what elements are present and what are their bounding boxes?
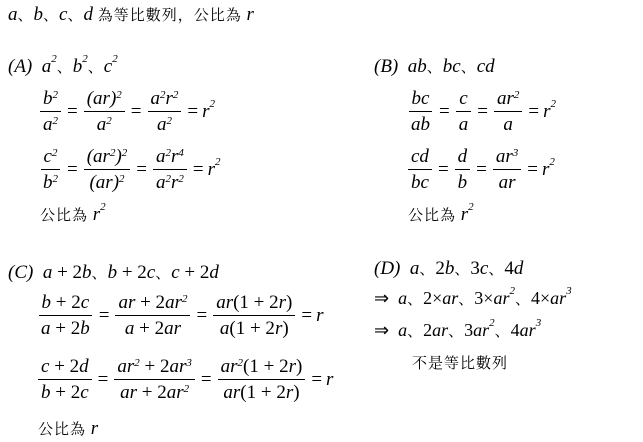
fraction: $\frac{(ar)^2}{a^2}$: [84, 86, 125, 137]
fraction: $\frac{(ar^2)^2}{(ar)^2}$: [84, 144, 131, 195]
option-b-equation-2: $\frac{cd}{bc}$ = $\frac{d}{b}$ = $\frac{ar^3}{ar}$ = $r^2$: [406, 144, 555, 195]
option-c-equation-2: $\frac{c + 2d}{b + 2c}$ = $\frac{ar^2 + 2ar^3}{ar + 2ar^2}$ = $\frac{ar^2(1 + 2r)}{ar(1 + 2r)}$ = r: [36, 354, 333, 405]
fraction: $\frac{ar^2}{a}$: [494, 86, 522, 137]
fraction: $\frac{b^2}{a^2}$: [40, 86, 61, 137]
option-a-header: (A) $a^2$、$b^2$、$c^2$: [8, 53, 118, 77]
fraction: $\frac{a^2r^4}{a^2r^2}$: [153, 144, 187, 195]
option-d-conclusion: 不是等比數列: [412, 354, 509, 372]
option-c-equation-1: $\frac{b + 2c}{a + 2b}$ = $\frac{ar + 2ar^2}{a + 2ar}$ = $\frac{ar(1 + 2r)}{a(1 + 2r)}$ = r: [36, 290, 324, 341]
fraction: $\frac{ar + 2ar^2}{a + 2ar}$: [115, 290, 190, 341]
option-c-header: (C) a + 2b、b + 2c、c + 2d: [8, 262, 219, 283]
fraction: $\frac{b + 2c}{a + 2b}$: [38, 290, 93, 341]
fraction: $\frac{a^2r^2}{a^2}$: [148, 86, 182, 137]
fraction: $\frac{bc}{ab}$: [408, 86, 433, 137]
option-b-header: (B) ab、bc、cd: [374, 56, 495, 77]
option-d-line-1: ⇒ a、2×ar、$3\times ar^2$、$4\times ar^3$: [374, 285, 572, 309]
fraction: $\frac{ar(1 + 2r)}{a(1 + 2r)}$: [213, 290, 295, 341]
fraction: $\frac{ar^2(1 + 2r)}{ar(1 + 2r)}$: [218, 354, 306, 405]
option-b-conclusion: 公比為 $r^2$: [408, 201, 474, 225]
fraction: $\frac{ar^3}{ar}$: [493, 144, 521, 195]
fraction: $\frac{c}{a}$: [456, 86, 472, 137]
fraction: $\frac{c^2}{b^2}$: [40, 144, 61, 195]
fraction: $\frac{ar^2 + 2ar^3}{ar + 2ar^2}$: [114, 354, 195, 405]
option-a-equation-2: $\frac{c^2}{b^2}$ = $\frac{(ar^2)^2}{(ar)^2}$ = $\frac{a^2r^4}{a^2r^2}$ = $r^2$: [38, 144, 221, 195]
intro-line: a、b、c、d 為等比數列，公比為 r: [8, 4, 254, 25]
option-c-conclusion: 公比為 r: [38, 418, 99, 439]
option-a-conclusion: 公比為 $r^2$: [40, 201, 106, 225]
option-d-line-2: ⇒ a、2ar、$3ar^2$、$4ar^3$: [374, 317, 542, 341]
option-a-equation-1: $\frac{b^2}{a^2}$ = $\frac{(ar)^2}{a^2}$ = $\frac{a^2r^2}{a^2}$ = $r^2$: [38, 86, 215, 137]
fraction: $\frac{c + 2d}{b + 2c}$: [38, 354, 92, 405]
fraction: $\frac{d}{b}$: [455, 144, 471, 195]
fraction: $\frac{cd}{bc}$: [408, 144, 432, 195]
option-d-header: (D) a、2b、3c、4d: [374, 258, 524, 279]
option-b-equation-1: $\frac{bc}{ab}$ = $\frac{c}{a}$ = $\frac{ar^2}{a}$ = $r^2$: [406, 86, 556, 137]
